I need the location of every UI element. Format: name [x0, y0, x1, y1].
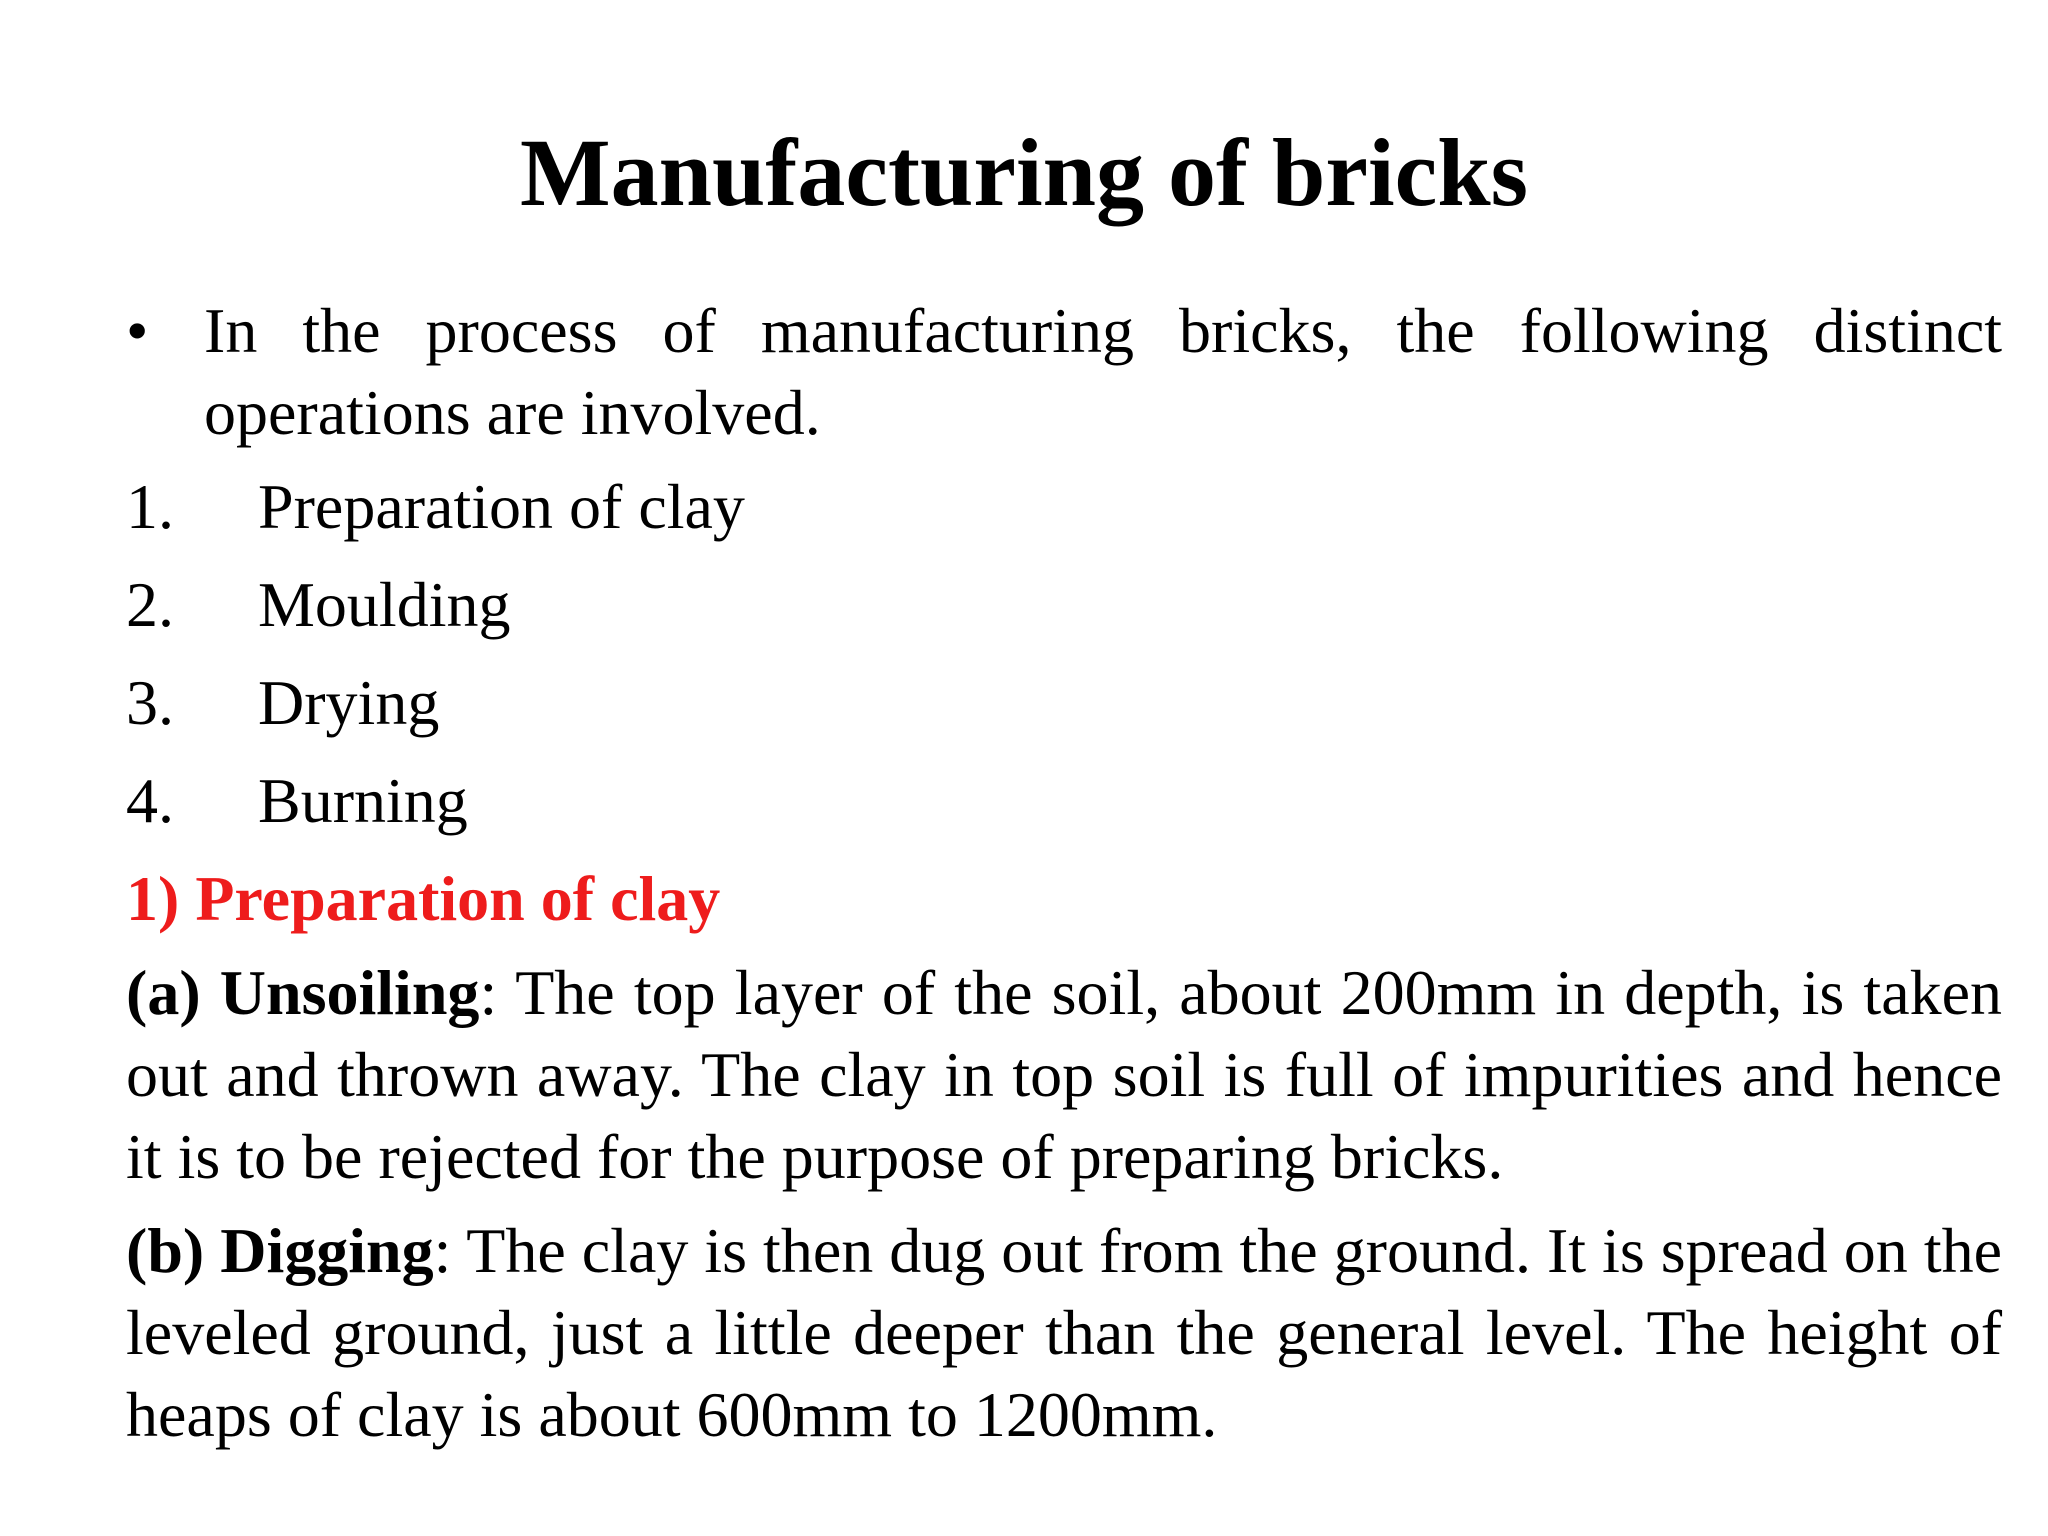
list-item-number: 4.	[126, 765, 174, 836]
digging-text: The clay is then dug out from the ground. It is spread on the leveled ground, just a little deeper than the general level. The height of heaps of clay is about 600mm to 1200mm.	[126, 1215, 2003, 1450]
operations-list	[126, 466, 2002, 842]
list-item-number: 1.	[126, 471, 174, 542]
unsoiling-text: The top layer of the soil, about 200mm in depth, is taken out and thrown away. The clay in top soil is full of impurities and hence it is to be rejected for the purpose of preparing bricks.	[126, 957, 2003, 1192]
unsoiling-separator: :	[479, 957, 498, 1028]
digging-separator: :	[433, 1215, 452, 1286]
list-item-number: 3.	[126, 667, 174, 738]
digging-term: (b) Digging	[126, 1215, 434, 1286]
list-item	[126, 760, 2002, 842]
bullet-dot: •	[126, 295, 149, 366]
list-item	[126, 466, 2002, 548]
slide-title: Manufacturing of bricks	[520, 119, 1528, 226]
list-item-label: Burning	[258, 765, 468, 836]
list-item	[126, 662, 2002, 744]
slide-content	[126, 290, 2002, 1468]
section-heading: 1) Preparation of clay	[126, 863, 721, 934]
digging-paragraph	[126, 1210, 2002, 1456]
list-item-label: Preparation of clay	[258, 471, 745, 542]
unsoiling-term: (a) Unsoiling	[126, 957, 480, 1028]
unsoiling-paragraph	[126, 952, 2002, 1198]
list-item	[126, 564, 2002, 646]
intro-text: In the process of manufacturing bricks, the following distinct operations are involved.	[204, 295, 2002, 448]
list-item-label: Drying	[258, 667, 440, 738]
list-item-number: 2.	[126, 569, 174, 640]
list-item-label: Moulding	[258, 569, 511, 640]
intro-bullet	[126, 290, 2002, 454]
